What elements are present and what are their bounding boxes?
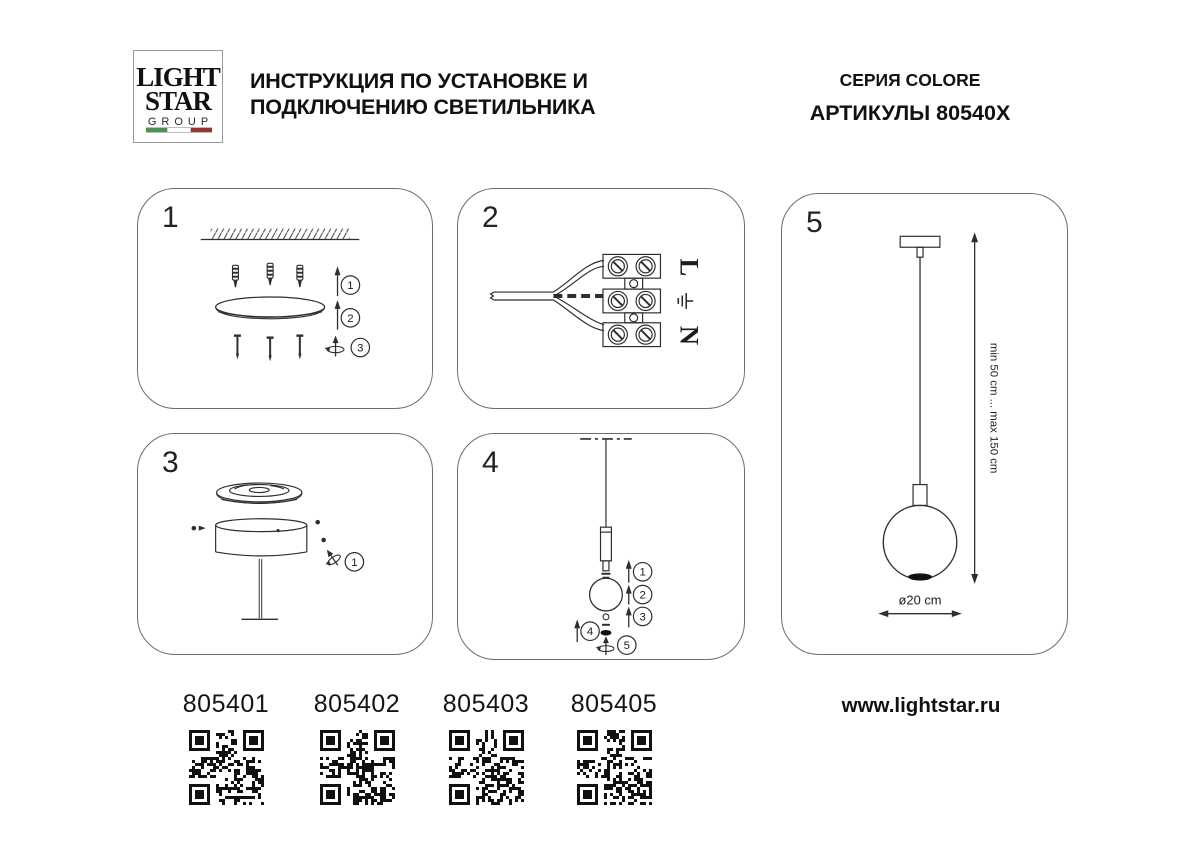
page-title-line-1: ИНСТРУКЦИЯ ПО УСТАНОВКЕ И [250,69,588,93]
pendant-cord [601,439,612,578]
step-1-arrow [335,266,341,296]
height-dimension-line [971,232,978,584]
logo-word-star: STAR [144,86,212,116]
diameter-dimension-line [878,610,961,617]
step-badge-4 [581,622,599,640]
step-badge-1 [341,276,359,294]
panel-number: 5 [806,206,823,239]
svg-text:1: 1 [639,566,646,579]
svg-text:3: 3 [357,342,364,355]
glass-sphere [590,578,623,611]
page-title-line-2: ПОДКЛЮЧЕНИЮ СВЕТИЛЬНИКА [250,95,596,119]
panel-5-diagram [782,194,1067,654]
ceiling-hatch [201,229,360,240]
panel-2-diagram [458,189,744,408]
article-code: 805403 [442,690,530,718]
panel-step-1 [137,188,433,409]
mounting-screws [234,336,303,362]
lightstar-logo [133,50,223,143]
svg-text:1: 1 [347,280,354,293]
canopy-disc [216,297,325,319]
step-badge-1 [345,553,363,571]
article-item [295,690,419,805]
panel-4-diagram [458,434,744,659]
bottom-parts [601,614,612,636]
suspension-cable [241,559,278,619]
sphere-bottom-cap [908,573,932,580]
article-item [164,690,288,805]
qr-code [577,730,652,805]
article-item [424,690,548,805]
panel-3-diagram [138,434,432,654]
cover-plate [217,483,302,503]
flag-white-stripe [167,128,190,132]
logo-word-group: GROUP [147,116,214,128]
terminal-block [603,254,660,346]
qr-code [189,730,264,805]
glass-sphere [883,505,956,578]
step-badge-2 [633,585,651,603]
step-badge-2 [341,309,359,327]
panel-number: 2 [482,201,499,234]
step-badge-3 [633,607,651,625]
panel-number: 4 [482,446,499,479]
earth-symbol [678,293,693,309]
qr-code [320,730,395,805]
flag-red-stripe [191,128,212,132]
step-4-arrow [574,619,580,642]
panel-step-3 [137,433,433,655]
website-url: www.lightstar.ru [841,694,1001,717]
article-code: 805402 [313,690,401,718]
panel-step-4 [457,433,745,660]
panel-1-diagram [138,189,432,408]
svg-text:5: 5 [623,640,630,653]
svg-text:4: 4 [586,626,594,639]
diameter-label: ø20 cm [898,592,942,608]
rotation-icon [325,336,344,357]
rotation-icon [596,636,614,655]
mount-drum [216,519,307,556]
article-code: 805401 [182,690,270,718]
svg-text:2: 2 [639,589,646,602]
step-2-arrow [335,300,341,330]
panel-number: 3 [162,446,179,479]
svg-text:1: 1 [351,556,358,569]
lamp-holder [913,485,927,506]
ceiling-plate [900,236,940,257]
panel-step-2 [457,188,745,409]
svg-text:2: 2 [347,312,354,325]
step-badge-1 [633,563,651,581]
qr-code [449,730,524,805]
label-neutral: N [674,325,705,346]
screw-turn-icon [319,545,344,570]
svg-text:3: 3 [639,611,646,624]
step-arrows-right [626,560,632,627]
step-badge-5 [618,636,636,654]
height-label: min 50 cm ... max 150 cm [987,342,1000,474]
label-live: L [674,258,705,277]
article-code: 805405 [570,690,658,718]
italy-flag [146,127,212,133]
power-cable [491,260,604,330]
step-badge-3 [351,338,369,356]
flag-green-stripe [146,128,167,132]
logo-word-light: LIGHT [136,62,220,92]
panel-number: 1 [162,201,179,234]
series-name: СЕРИЯ COLORE [839,70,981,90]
wall-plugs [232,263,302,287]
panel-step-5 [781,193,1068,655]
series-block [790,70,1030,126]
article-item [552,690,676,805]
series-articles: АРТИКУЛЫ 80540X [809,101,1011,125]
terminal-screws [608,257,655,344]
page-title [250,68,595,120]
